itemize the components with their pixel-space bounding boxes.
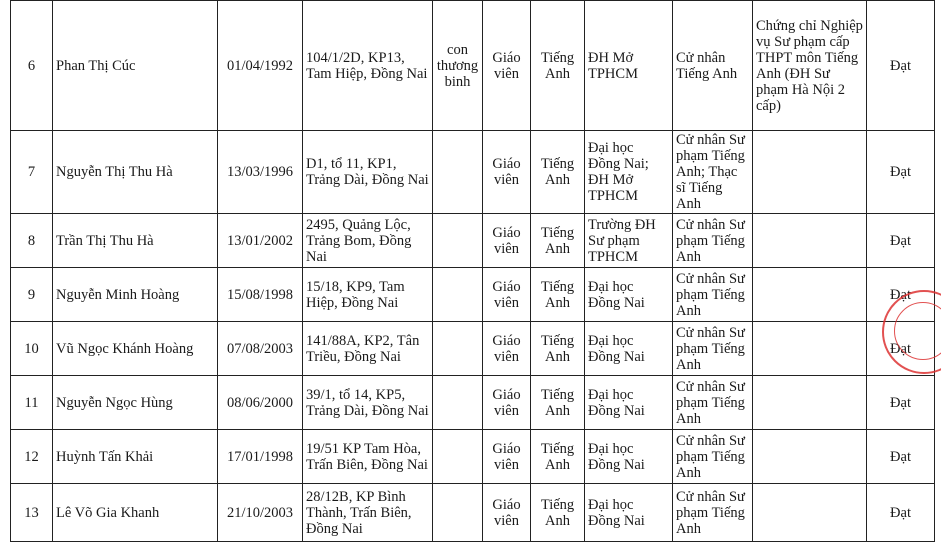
priority-cell [433, 131, 483, 214]
subject-cell: Tiếng Anh [531, 376, 585, 430]
name-cell: Trần Thị Thu Hà [53, 214, 218, 268]
degree-cell: Cử nhân Sư phạm Tiếng Anh [673, 484, 753, 542]
degree-cell: Cử nhân Sư phạm Tiếng Anh [673, 268, 753, 322]
table-row [11, 214, 935, 268]
result-cell: Đạt [867, 376, 935, 430]
address-cell: 28/12B, KP Bình Thành, Trấn Biên, Đồng Nai [303, 484, 433, 542]
address-cell: 104/1/2D, KP13, Tam Hiệp, Đồng Nai [303, 1, 433, 131]
school-cell: Đại học Đồng Nai [585, 376, 673, 430]
address-cell: 15/18, KP9, Tam Hiệp, Đồng Nai [303, 268, 433, 322]
table-row [11, 268, 935, 322]
subject-cell: Tiếng Anh [531, 1, 585, 131]
stt-cell: 13 [11, 484, 53, 542]
school-cell: Đại học Đồng Nai; ĐH Mở TPHCM [585, 131, 673, 214]
subject-cell: Tiếng Anh [531, 131, 585, 214]
name-cell: Vũ Ngọc Khánh Hoàng [53, 322, 218, 376]
dob-cell: 13/03/1996 [218, 131, 303, 214]
result-cell: Đạt [867, 322, 935, 376]
position-cell: Giáo viên [483, 131, 531, 214]
dob-cell: 15/08/1998 [218, 268, 303, 322]
certificate-cell [753, 268, 867, 322]
stt-cell: 9 [11, 268, 53, 322]
degree-cell: Cử nhân Sư phạm Tiếng Anh [673, 322, 753, 376]
address-cell: 19/51 KP Tam Hòa, Trấn Biên, Đồng Nai [303, 430, 433, 484]
stt-cell: 10 [11, 322, 53, 376]
candidate-table [10, 0, 935, 542]
priority-cell: con thương binh [433, 1, 483, 131]
degree-cell: Cử nhân Sư phạm Tiếng Anh [673, 214, 753, 268]
dob-cell: 08/06/2000 [218, 376, 303, 430]
school-cell: Đại học Đồng Nai [585, 268, 673, 322]
position-cell: Giáo viên [483, 484, 531, 542]
table-row [11, 376, 935, 430]
priority-cell [433, 322, 483, 376]
result-cell: Đạt [867, 484, 935, 542]
address-cell: 39/1, tổ 14, KP5, Trảng Dài, Đồng Nai [303, 376, 433, 430]
certificate-cell [753, 430, 867, 484]
table-row [11, 1, 935, 131]
stt-cell: 11 [11, 376, 53, 430]
position-cell: Giáo viên [483, 214, 531, 268]
address-cell: 141/88A, KP2, Tân Triều, Đồng Nai [303, 322, 433, 376]
position-cell: Giáo viên [483, 322, 531, 376]
priority-cell [433, 214, 483, 268]
degree-cell: Cử nhân Sư phạm Tiếng Anh [673, 430, 753, 484]
dob-cell: 17/01/1998 [218, 430, 303, 484]
subject-cell: Tiếng Anh [531, 484, 585, 542]
degree-cell: Cử nhân Sư phạm Tiếng Anh; Thạc sĩ Tiếng Anh [673, 131, 753, 214]
stt-cell: 8 [11, 214, 53, 268]
priority-cell [433, 268, 483, 322]
stt-cell: 7 [11, 131, 53, 214]
subject-cell: Tiếng Anh [531, 268, 585, 322]
name-cell: Nguyễn Ngọc Hùng [53, 376, 218, 430]
subject-cell: Tiếng Anh [531, 322, 585, 376]
position-cell: Giáo viên [483, 376, 531, 430]
certificate-cell [753, 131, 867, 214]
name-cell: Huỳnh Tấn Khải [53, 430, 218, 484]
result-cell: Đạt [867, 214, 935, 268]
school-cell: Đại học Đồng Nai [585, 430, 673, 484]
result-cell: Đạt [867, 268, 935, 322]
priority-cell [433, 430, 483, 484]
stt-cell: 6 [11, 1, 53, 131]
position-cell: Giáo viên [483, 430, 531, 484]
school-cell: Đại học Đồng Nai [585, 322, 673, 376]
degree-cell: Cử nhân Tiếng Anh [673, 1, 753, 131]
subject-cell: Tiếng Anh [531, 214, 585, 268]
address-cell: D1, tổ 11, KP1, Trảng Dài, Đồng Nai [303, 131, 433, 214]
school-cell: Đại học Đồng Nai [585, 484, 673, 542]
school-cell: Trường ĐH Sư phạm TPHCM [585, 214, 673, 268]
position-cell: Giáo viên [483, 268, 531, 322]
priority-cell [433, 376, 483, 430]
name-cell: Lê Võ Gia Khanh [53, 484, 218, 542]
dob-cell: 07/08/2003 [218, 322, 303, 376]
result-cell: Đạt [867, 131, 935, 214]
school-cell: ĐH Mở TPHCM [585, 1, 673, 131]
address-cell: 2495, Quảng Lộc, Trảng Bom, Đồng Nai [303, 214, 433, 268]
result-cell: Đạt [867, 1, 935, 131]
certificate-cell [753, 214, 867, 268]
certificate-cell [753, 376, 867, 430]
position-cell: Giáo viên [483, 1, 531, 131]
dob-cell: 21/10/2003 [218, 484, 303, 542]
table-row [11, 131, 935, 214]
name-cell: Phan Thị Cúc [53, 1, 218, 131]
certificate-cell: Chứng chỉ Nghiệp vụ Sư phạm cấp THPT môn Tiếng Anh (ĐH Sư phạm Hà Nội 2 cấp) [753, 1, 867, 131]
table-row [11, 430, 935, 484]
result-cell: Đạt [867, 430, 935, 484]
dob-cell: 01/04/1992 [218, 1, 303, 131]
stt-cell: 12 [11, 430, 53, 484]
certificate-cell [753, 322, 867, 376]
subject-cell: Tiếng Anh [531, 430, 585, 484]
degree-cell: Cử nhân Sư phạm Tiếng Anh [673, 376, 753, 430]
name-cell: Nguyễn Thị Thu Hà [53, 131, 218, 214]
name-cell: Nguyễn Minh Hoàng [53, 268, 218, 322]
table-row [11, 322, 935, 376]
dob-cell: 13/01/2002 [218, 214, 303, 268]
